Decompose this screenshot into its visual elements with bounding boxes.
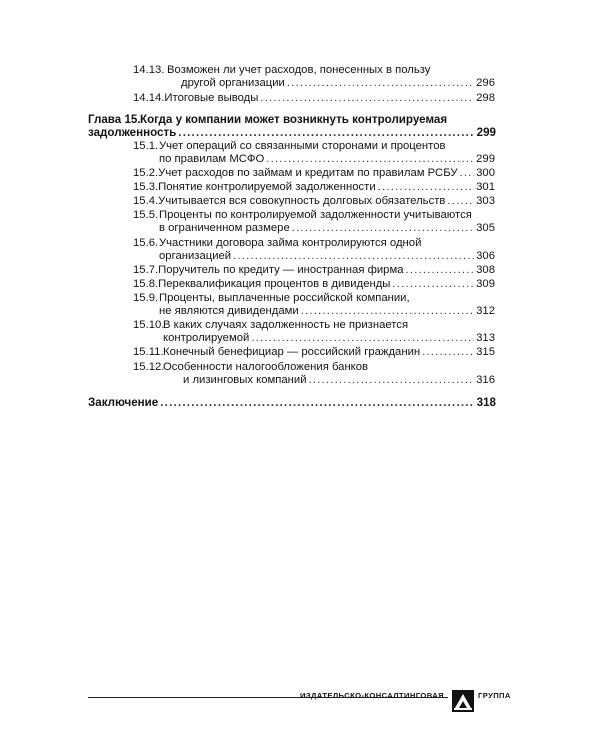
chapter-page: 299 <box>476 126 496 139</box>
toc-page: 309 <box>476 278 495 290</box>
toc-number: 15.4. <box>133 195 159 207</box>
publisher-group: ГРУППА <box>478 691 511 700</box>
toc-title: Особенности налогообложения банков <box>163 361 369 373</box>
toc-title-cont: другой организации <box>181 77 285 89</box>
leader-dots <box>266 153 474 166</box>
toc-title: Проценты, выплаченные российской компании, <box>159 292 410 304</box>
toc-title: Поручитель по кредиту — иностранная фирма <box>158 264 404 276</box>
toc-title: Понятие контролируемой задолженности <box>158 181 376 193</box>
toc-conclusion[interactable] <box>88 396 496 409</box>
toc-entry-14-13[interactable] <box>133 64 495 90</box>
leader-dots <box>447 195 474 208</box>
toc-title-cont: и лизинговых компаний <box>183 374 307 386</box>
toc-title-cont: в ограниченном размере <box>159 222 290 234</box>
leader-dots <box>287 77 474 90</box>
publisher-logo-icon <box>452 690 474 712</box>
chapter-title: Когда у компании может возникнуть контролируемая <box>140 113 448 126</box>
toc-entry-15-3[interactable] <box>133 181 495 194</box>
toc-page: 313 <box>476 332 495 344</box>
toc-number: 15.10. <box>133 319 165 331</box>
leader-dots <box>251 332 474 345</box>
toc-number: 15.12. <box>133 361 165 373</box>
conclusion-title: Заключение <box>88 396 159 409</box>
toc-page: 305 <box>476 222 495 234</box>
leader-dots <box>233 250 474 263</box>
toc-entry-15-9[interactable] <box>133 292 495 318</box>
toc-entry-15-10[interactable] <box>133 319 495 345</box>
toc-page: 312 <box>476 305 495 317</box>
toc-number: 15.9. <box>133 292 159 304</box>
toc-entry-15-12[interactable] <box>133 361 495 387</box>
toc-number: 15.6. <box>133 237 159 249</box>
toc-entry-15-11[interactable] <box>133 346 495 359</box>
toc-number: 15.5. <box>133 209 159 221</box>
toc-entry-15-8[interactable] <box>133 278 495 291</box>
toc-number: 15.11. <box>133 346 164 358</box>
toc-page: 306 <box>476 250 495 262</box>
toc-page: 300 <box>476 167 495 179</box>
toc-title: Учет операций со связанными сторонами и процентов <box>159 140 446 152</box>
toc-entry-15-5[interactable] <box>133 209 495 235</box>
leader-dots <box>160 396 474 409</box>
toc-title: Учет расходов по займам и кредитам по правилам РСБУ <box>158 167 458 179</box>
toc-title: Участники договора займа контролируются одной <box>159 237 422 249</box>
conclusion-page: 318 <box>476 396 496 409</box>
toc-number: 14.14. <box>133 92 165 104</box>
chapter-title-cont: задолженность <box>88 126 177 139</box>
leader-dots <box>378 181 474 194</box>
toc-page: 296 <box>476 77 495 89</box>
leader-dots <box>260 92 474 105</box>
toc-number: 15.2. <box>133 167 159 179</box>
leader-dots <box>422 346 474 359</box>
publisher-name: ИЗДАТЕЛЬСКО-КОНСАЛТИНГОВАЯ <box>300 691 444 700</box>
toc-title: Проценты по контролируемой задолженности учитываются <box>159 209 472 221</box>
toc-title: Переквалификация процентов в дивиденды <box>158 278 391 290</box>
toc-title-cont: не являются дивидендами <box>159 305 299 317</box>
toc-title-cont: контролируемой <box>163 332 250 344</box>
toc-page: 301 <box>476 181 495 193</box>
toc-number: 14.13. <box>133 64 165 76</box>
leader-dots <box>309 374 475 387</box>
toc-chapter-15[interactable] <box>88 113 496 139</box>
toc-entry-15-2[interactable] <box>133 167 495 180</box>
chapter-number: Глава 15. <box>88 113 141 126</box>
toc-entry-14-14[interactable] <box>133 92 495 105</box>
toc-page: 299 <box>476 153 495 165</box>
toc-entry-15-6[interactable] <box>133 237 495 263</box>
toc-page: 303 <box>476 195 495 207</box>
toc-title-cont: организацией <box>159 250 232 262</box>
toc-page: 308 <box>476 264 495 276</box>
toc-page: 315 <box>476 346 495 358</box>
leader-dots <box>292 222 474 235</box>
toc-title: Конечный бенефициар — российский гражданин <box>163 346 421 358</box>
toc-title: Возможен ли учет расходов, понесенных в пользу <box>167 64 431 76</box>
leader-dots <box>392 278 474 291</box>
toc-entry-15-1[interactable] <box>133 140 495 166</box>
leader-dots <box>406 264 475 277</box>
toc-title: Итоговые выводы <box>164 92 259 104</box>
toc-entry-15-4[interactable] <box>133 195 495 208</box>
toc-number: 15.7. <box>133 264 159 276</box>
toc-page: 316 <box>476 374 495 386</box>
leader-dots <box>460 167 475 180</box>
toc-number: 15.8. <box>133 278 159 290</box>
toc-number: 15.3. <box>133 181 159 193</box>
leader-dots <box>178 126 474 139</box>
toc-number: 15.1. <box>133 140 159 152</box>
toc-entry-15-7[interactable] <box>133 264 495 277</box>
toc-title-cont: по правилам МСФО <box>159 153 265 165</box>
leader-dots <box>301 305 474 318</box>
toc-title: Учитывается вся совокупность долговых обязательств <box>158 195 446 207</box>
toc-page: 298 <box>476 92 495 104</box>
toc-title: В каких случаях задолженность не признается <box>163 319 409 331</box>
